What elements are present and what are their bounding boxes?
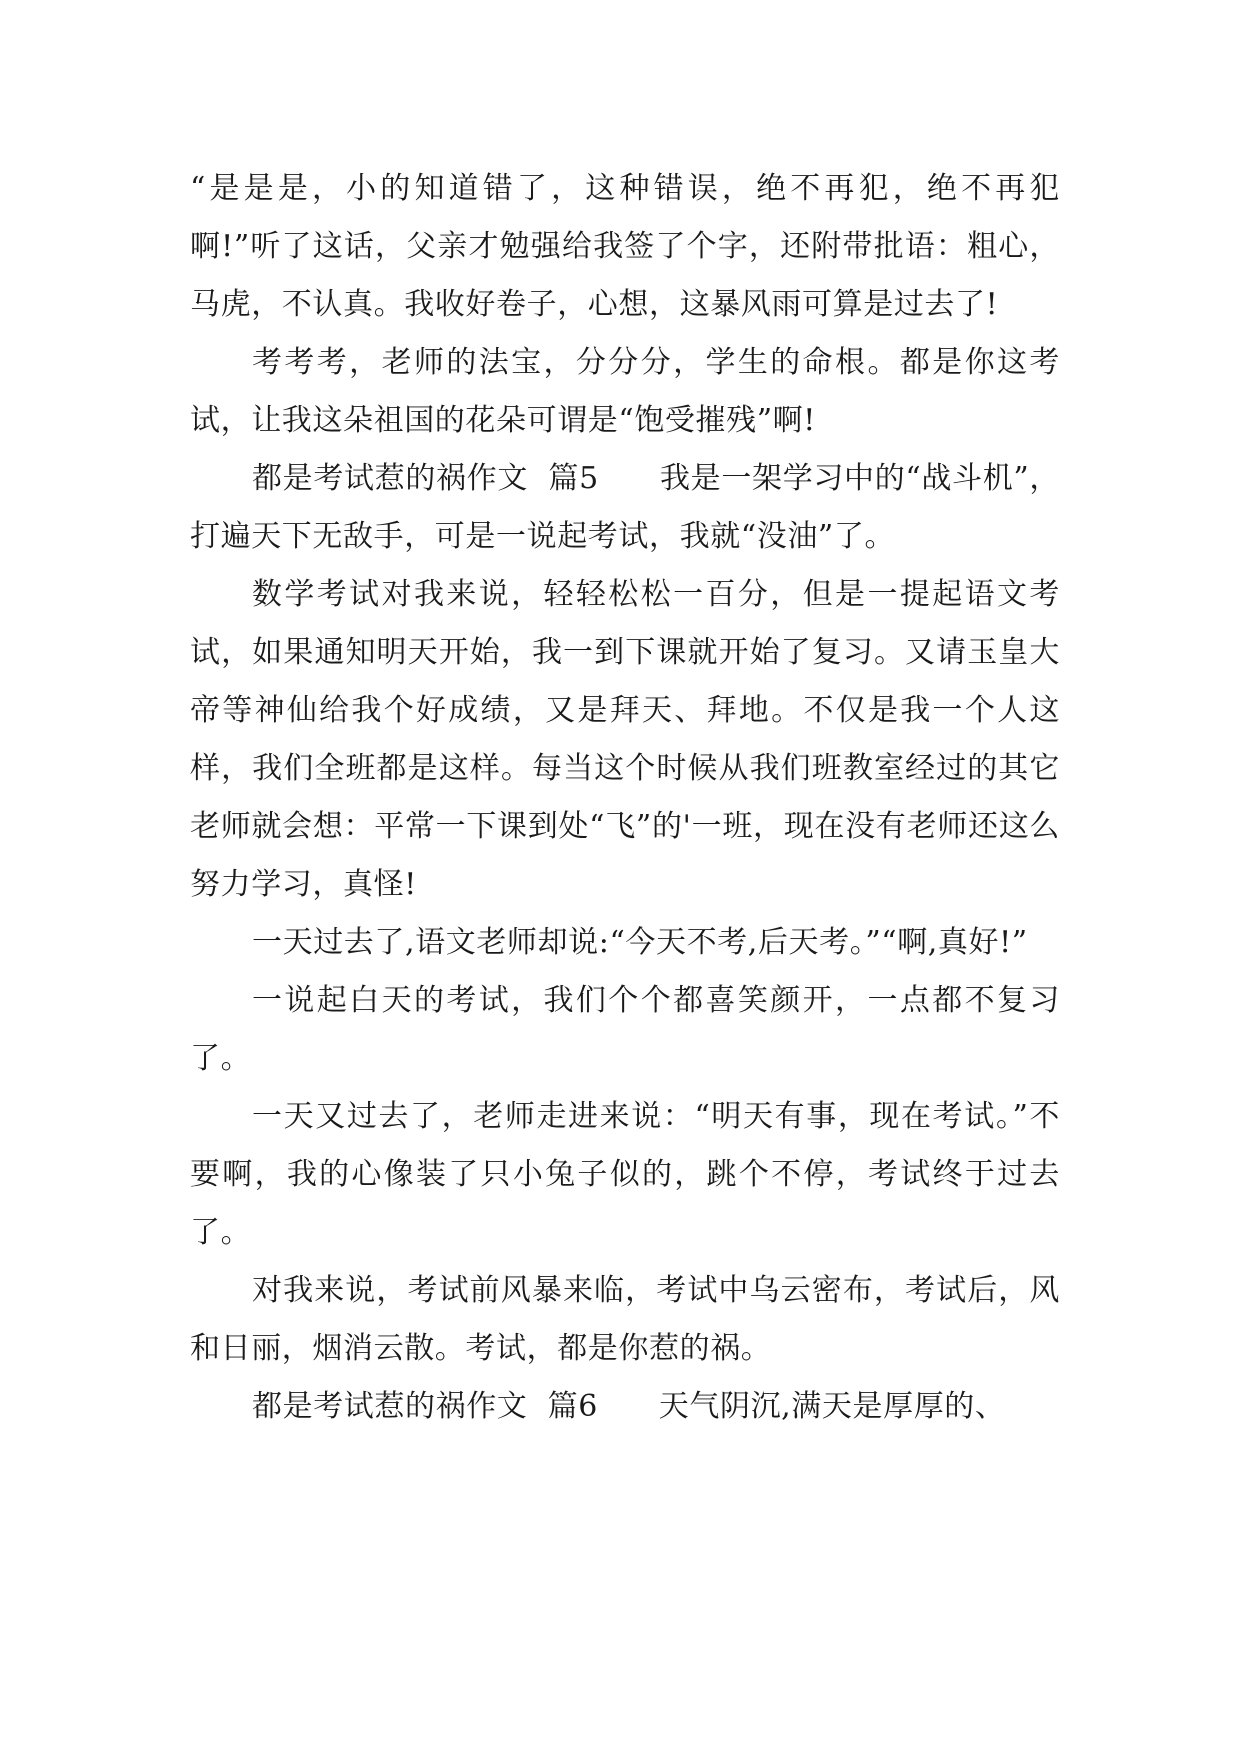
paragraph-7: 一天又过去了，老师走进来说：“明天有事，现在考试。”不要啊，我的心像装了只小兔子似的，跳个不停，考试终于过去了。 — [190, 1099, 1060, 1250]
paragraph-9-essay-6-start: 都是考试惹的祸作文 篇6 天气阴沉,满天是厚厚的、 — [252, 1389, 1006, 1424]
paragraph-5: 一天过去了,语文老师却说:“今天不考,后天考。”“啊,真好!” — [252, 925, 1028, 960]
paragraph-2: 考考考，老师的法宝，分分分，学生的命根。都是你这考试，让我这朵祖国的花朵可谓是“饱受摧残”啊! — [190, 345, 1060, 438]
paragraph-1: “是是是，小的知道错了，这种错误，绝不再犯，绝不再犯啊!”听了这话，父亲才勉强给我签了个字，还附带批语：粗心，马虎，不认真。我收好卷子，心想，这暴风雨可算是过去了! — [190, 171, 1060, 322]
paragraph-8: 对我来说，考试前风暴来临，考试中乌云密布，考试后，风和日丽，烟消云散。考试，都是你惹的祸。 — [190, 1273, 1060, 1366]
paragraph-3-essay-5-start: 都是考试惹的祸作文 篇5 我是一架学习中的“战斗机”，打遍天下无敌手，可是一说起考试，我就“没油”了。 — [190, 461, 1060, 554]
paragraph-4: 数学考试对我来说，轻轻松松一百分，但是一提起语文考试，如果通知明天开始，我一到下课就开始了复习。又请玉皇大帝等神仙给我个好成绩，又是拜天、拜地。不仅是我一个人这样，我们全班都是这样。每当这个时候从我们班教室经过的其它老师就会想：平常一下课到处“飞”的'一班，现在没有老师还这么努力学习，真怪! — [190, 577, 1060, 902]
essay-body — [190, 160, 1060, 1436]
paragraph-6: 一说起白天的考试，我们个个都喜笑颜开，一点都不复习了。 — [190, 983, 1060, 1076]
